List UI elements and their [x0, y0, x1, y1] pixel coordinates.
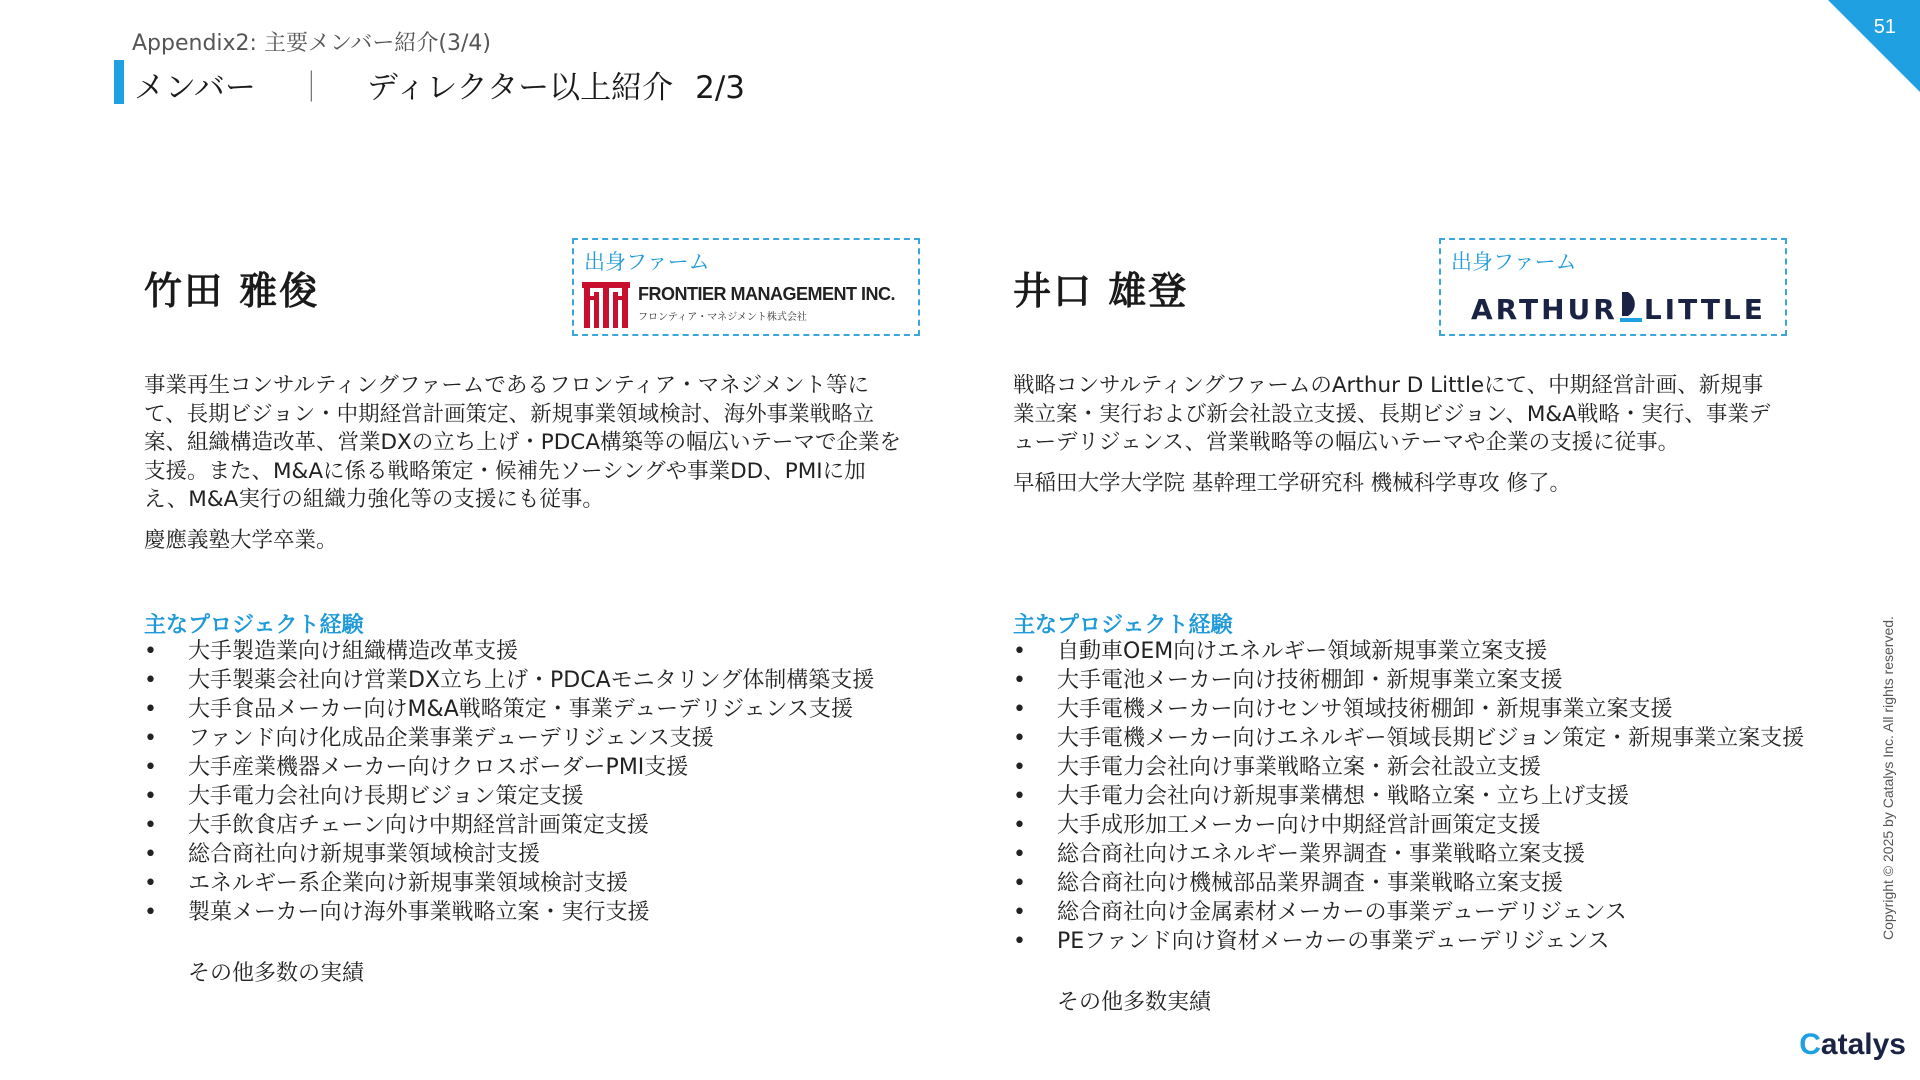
list-item: • 総合商社向け新規事業領域検討支援 — [144, 840, 874, 869]
firm-box — [572, 238, 920, 336]
list-item: • 製菓メーカー向け海外事業戦略立案・実行支援 — [144, 898, 874, 927]
list-item: • 総合商社向けエネルギー業界調査・事業戦略立案支援 — [1013, 840, 1804, 869]
firm-label: 出身ファーム — [584, 250, 710, 274]
list-item: • エネルギー系企業向け新規事業領域検討支援 — [144, 869, 874, 898]
list-item: • 大手製造業向け組織構造改革支援 — [144, 637, 874, 666]
member-description — [1013, 372, 1773, 510]
appendix-label: Appendix2: 主要メンバー紹介(3/4) — [132, 31, 491, 56]
list-item: • 大手食品メーカー向けM&A戦略策定・事業デューデリジェンス支援 — [144, 695, 874, 724]
arthur-d-little-logo — [1471, 292, 1766, 326]
list-item: • 大手電池メーカー向け技術棚卸・新規事業立案支援 — [1013, 666, 1804, 695]
member-name: 竹田 雅俊 — [144, 268, 320, 313]
description-education: 早稲田大学大学院 基幹理工学研究科 機械科学専攻 修了。 — [1013, 470, 1572, 496]
list-item: • 大手電力会社向け事業戦略立案・新会社設立支援 — [1013, 753, 1804, 782]
member-description — [144, 372, 904, 567]
list-item: • 大手成形加工メーカー向け中期経営計画策定支援 — [1013, 811, 1804, 840]
projects-others: その他多数の実績 — [188, 961, 365, 986]
projects-heading: 主なプロジェクト経験 — [144, 613, 364, 638]
description-education: 慶應義塾大学卒業。 — [144, 527, 338, 553]
description-career: 事業再生コンサルティングファームであるフロンティア・マネジメント等にて、長期ビジョン・中期経営計画策定、新規事業領域検討、海外事業戦略立案、組織構造改革、営業DXの立ち上げ・PDCA構築等の幅広いテーマで企業を支援。また、M&Aに係る戦略策定・候補先ソーシングや事業DD、PMIに加え、M&A実行の組織力強化等の支援にも従事。 — [144, 373, 902, 512]
projects-heading: 主なプロジェクト経験 — [1013, 613, 1233, 638]
adl-logo-text-2: LITTLE — [1643, 293, 1766, 326]
member-name: 井口 雄登 — [1013, 268, 1189, 313]
adl-d-mark-icon — [1620, 292, 1642, 322]
list-item: • 大手産業機器メーカー向けクロスボーダーPMI支援 — [144, 753, 874, 782]
title-sub: ディレクター以上紹介 — [366, 70, 674, 106]
frontier-logo-text: FRONTIER MANAGEMENT INC. — [638, 284, 895, 304]
list-item: • 自動車OEM向けエネルギー領域新規事業立案支援 — [1013, 637, 1804, 666]
title-main: メンバー — [134, 70, 256, 106]
list-item: • 大手電機メーカー向けセンサ領域技術棚卸・新規事業立案支援 — [1013, 695, 1804, 724]
list-item: • ファンド向け化成品企業事業デューデリジェンス支援 — [144, 724, 874, 753]
list-item: • 大手製薬会社向け営業DX立ち上げ・PDCAモニタリング体制構築支援 — [144, 666, 874, 695]
page-number: 51 — [1873, 16, 1896, 38]
frontier-logo-subtext: フロンティア・マネジメント株式会社 — [638, 312, 807, 323]
brand-c: C — [1799, 1028, 1821, 1061]
catalys-logo — [1799, 1028, 1906, 1062]
title-accent-bar — [114, 60, 124, 104]
list-item: • PEファンド向け資材メーカーの事業デューデリジェンス — [1013, 927, 1804, 956]
copyright-text: Copyright © 2025 by Catalys Inc. All rights reserved. — [1880, 616, 1896, 940]
list-item: • 総合商社向け金属素材メーカーの事業デューデリジェンス — [1013, 898, 1804, 927]
frontier-management-logo — [582, 276, 912, 332]
description-career: 戦略コンサルティングファームのArthur D Littleにて、中期経営計画、新規事業立案・実行および新会社設立支援、長期ビジョン、M&A戦略・実行、事業デューデリジェンス、営業戦略等の幅広いテーマや企業の支援に従事。 — [1013, 373, 1771, 455]
title-separator: ｜ — [295, 70, 327, 106]
page-title — [134, 62, 745, 107]
projects-list — [1013, 637, 1804, 956]
brand-rest: atalys — [1820, 1028, 1906, 1061]
corner-triangle — [1828, 0, 1920, 92]
list-item: • 大手電力会社向け新規事業構想・戦略立案・立ち上げ支援 — [1013, 782, 1804, 811]
firm-box — [1439, 238, 1787, 336]
firm-label: 出身ファーム — [1451, 250, 1577, 274]
list-item: • 総合商社向け機械部品業界調査・事業戦略立案支援 — [1013, 869, 1804, 898]
list-item: • 大手飲食店チェーン向け中期経営計画策定支援 — [144, 811, 874, 840]
projects-others: その他多数実績 — [1057, 990, 1212, 1015]
list-item: • 大手電機メーカー向けエネルギー領域長期ビジョン策定・新規事業立案支援 — [1013, 724, 1804, 753]
list-item: • 大手電力会社向け長期ビジョン策定支援 — [144, 782, 874, 811]
projects-list — [144, 637, 874, 927]
frontier-logo-icon — [582, 278, 630, 330]
title-pager: 2/3 — [695, 70, 746, 106]
adl-logo-text-1: ARTHUR — [1471, 293, 1618, 326]
